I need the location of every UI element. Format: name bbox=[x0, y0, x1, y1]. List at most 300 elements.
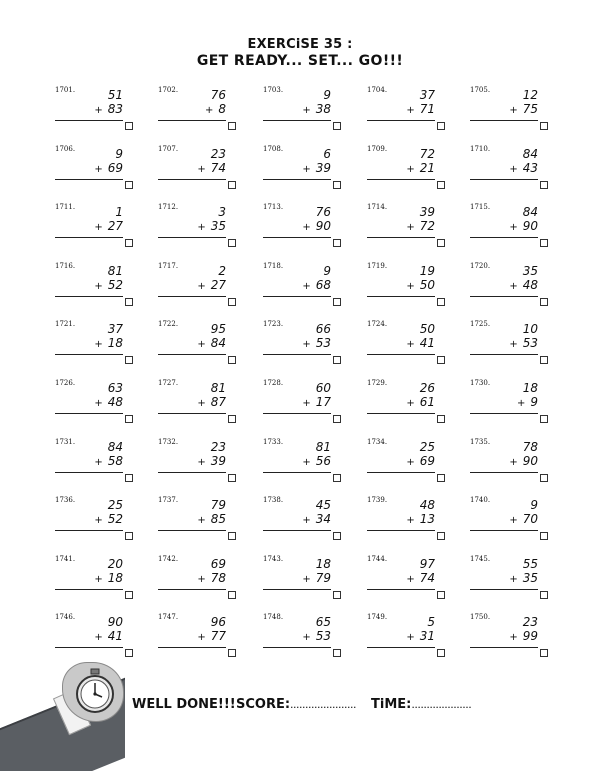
second-addend: 39 bbox=[315, 161, 331, 175]
problem-item bbox=[158, 320, 248, 368]
checkbox-icon[interactable] bbox=[437, 591, 445, 599]
problem-item bbox=[263, 145, 353, 193]
problem-number: 1704. bbox=[367, 86, 388, 94]
checkbox-icon[interactable] bbox=[333, 356, 341, 364]
problem-number: 1744. bbox=[367, 555, 388, 563]
second-addend-row bbox=[488, 336, 538, 350]
answer-line bbox=[55, 589, 123, 590]
checkbox-icon[interactable] bbox=[125, 181, 133, 189]
problem-number: 1709. bbox=[367, 145, 388, 153]
second-addend-row bbox=[73, 629, 123, 643]
second-addend: 52 bbox=[107, 512, 123, 526]
answer-line bbox=[158, 179, 226, 180]
first-addend: 9 bbox=[530, 498, 538, 512]
second-addend-row bbox=[488, 512, 538, 526]
second-addend-row bbox=[385, 336, 435, 350]
second-addend: 69 bbox=[419, 454, 435, 468]
checkbox-icon[interactable] bbox=[228, 415, 236, 423]
answer-line bbox=[263, 472, 331, 473]
second-addend-row bbox=[488, 629, 538, 643]
answer-line bbox=[55, 647, 123, 648]
first-addend: 78 bbox=[522, 440, 538, 454]
first-addend: 9 bbox=[115, 147, 123, 161]
second-addend: 69 bbox=[107, 161, 123, 175]
plus-operator: + bbox=[94, 515, 103, 526]
plus-operator: + bbox=[406, 574, 415, 585]
answer-line bbox=[263, 120, 331, 121]
problem-item bbox=[158, 379, 248, 427]
answer-line bbox=[55, 354, 123, 355]
plus-operator: + bbox=[197, 164, 206, 175]
plus-operator: + bbox=[302, 632, 311, 643]
second-addend: 74 bbox=[419, 571, 435, 585]
second-addend: 71 bbox=[419, 102, 435, 116]
problem-item bbox=[367, 555, 457, 603]
plus-operator: + bbox=[509, 457, 518, 468]
plus-operator: + bbox=[302, 105, 311, 116]
second-addend-row bbox=[73, 219, 123, 233]
plus-operator: + bbox=[509, 281, 518, 292]
answer-line bbox=[367, 530, 435, 531]
plus-operator: + bbox=[204, 105, 214, 116]
first-addend: 84 bbox=[107, 440, 123, 454]
checkbox-icon[interactable] bbox=[228, 298, 236, 306]
second-addend: 68 bbox=[315, 278, 331, 292]
problem-number: 1749. bbox=[367, 613, 388, 621]
first-addend: 20 bbox=[107, 557, 123, 571]
plus-operator: + bbox=[509, 339, 518, 350]
first-addend: 6 bbox=[323, 147, 331, 161]
second-addend: 56 bbox=[315, 454, 331, 468]
checkbox-icon[interactable] bbox=[437, 122, 445, 130]
answer-line bbox=[263, 413, 331, 414]
checkbox-icon[interactable] bbox=[228, 181, 236, 189]
problem-item bbox=[55, 320, 145, 368]
score-field[interactable] bbox=[236, 697, 356, 712]
second-addend-row bbox=[176, 629, 226, 643]
first-addend: 69 bbox=[210, 557, 226, 571]
second-addend: 34 bbox=[315, 512, 331, 526]
second-addend-row bbox=[176, 395, 226, 409]
second-addend-row bbox=[281, 102, 331, 116]
checkbox-icon[interactable] bbox=[540, 591, 548, 599]
problem-item bbox=[158, 86, 248, 134]
second-addend-row bbox=[385, 102, 435, 116]
plus-operator: + bbox=[509, 515, 518, 526]
second-addend: 53 bbox=[522, 336, 538, 350]
problem-number: 1728. bbox=[263, 379, 284, 387]
second-addend-row bbox=[73, 395, 123, 409]
plus-operator: + bbox=[94, 398, 103, 409]
checkbox-icon[interactable] bbox=[125, 122, 133, 130]
problem-item bbox=[367, 613, 457, 661]
checkbox-icon[interactable] bbox=[437, 532, 445, 540]
second-addend: 83 bbox=[107, 102, 123, 116]
first-addend: 72 bbox=[419, 147, 435, 161]
first-addend: 76 bbox=[315, 205, 331, 219]
problem-number: 1733. bbox=[263, 438, 284, 446]
second-addend: 35 bbox=[522, 571, 538, 585]
problem-item bbox=[263, 379, 353, 427]
problem-item bbox=[470, 203, 560, 251]
second-addend: 35 bbox=[210, 219, 226, 233]
second-addend-row bbox=[73, 102, 123, 116]
answer-line bbox=[470, 296, 538, 297]
problem-item bbox=[158, 555, 248, 603]
second-addend-row bbox=[176, 161, 226, 175]
second-addend: 27 bbox=[107, 219, 123, 233]
plus-operator: + bbox=[406, 222, 415, 233]
second-addend: 17 bbox=[315, 395, 331, 409]
checkbox-icon[interactable] bbox=[228, 532, 236, 540]
plus-operator: + bbox=[406, 457, 415, 468]
checkbox-icon[interactable] bbox=[333, 532, 341, 540]
problem-number: 1739. bbox=[367, 496, 388, 504]
checkbox-icon[interactable] bbox=[333, 181, 341, 189]
checkbox-icon[interactable] bbox=[540, 474, 548, 482]
second-addend: 52 bbox=[107, 278, 123, 292]
problem-number: 1724. bbox=[367, 320, 388, 328]
time-blank[interactable]: .................... bbox=[411, 698, 472, 711]
plus-operator: + bbox=[197, 281, 206, 292]
first-addend: 66 bbox=[315, 322, 331, 336]
problem-item bbox=[263, 555, 353, 603]
checkbox-icon[interactable] bbox=[437, 181, 445, 189]
second-addend-row bbox=[176, 336, 226, 350]
checkbox-icon[interactable] bbox=[125, 474, 133, 482]
plus-operator: + bbox=[302, 515, 311, 526]
problem-number: 1731. bbox=[55, 438, 76, 446]
problem-number: 1748. bbox=[263, 613, 284, 621]
problem-item bbox=[158, 438, 248, 486]
checkbox-icon[interactable] bbox=[228, 591, 236, 599]
checkbox-icon[interactable] bbox=[437, 415, 445, 423]
problem-number: 1721. bbox=[55, 320, 76, 328]
plus-operator: + bbox=[94, 105, 103, 116]
second-addend-row bbox=[73, 336, 123, 350]
checkbox-icon[interactable] bbox=[333, 298, 341, 306]
first-addend: 60 bbox=[315, 381, 331, 395]
plus-operator: + bbox=[302, 281, 311, 292]
problem-number: 1714. bbox=[367, 203, 388, 211]
first-addend: 9 bbox=[323, 88, 331, 102]
second-addend-row bbox=[385, 278, 435, 292]
first-addend: 23 bbox=[210, 440, 226, 454]
problem-item bbox=[158, 496, 248, 544]
problem-number: 1741. bbox=[55, 555, 76, 563]
problem-item bbox=[367, 203, 457, 251]
second-addend-row bbox=[385, 454, 435, 468]
problem-item bbox=[470, 438, 560, 486]
plus-operator: + bbox=[406, 632, 415, 643]
checkbox-icon[interactable] bbox=[125, 239, 133, 247]
problem-item bbox=[367, 145, 457, 193]
second-addend: 18 bbox=[107, 336, 123, 350]
second-addend: 53 bbox=[315, 336, 331, 350]
score-blank[interactable]: ...................... bbox=[290, 698, 356, 711]
problem-item bbox=[470, 496, 560, 544]
second-addend-row bbox=[73, 571, 123, 585]
first-addend: 76 bbox=[210, 88, 226, 102]
answer-line bbox=[367, 237, 435, 238]
checkbox-icon[interactable] bbox=[540, 649, 548, 657]
first-addend: 79 bbox=[210, 498, 226, 512]
plus-operator: + bbox=[509, 105, 518, 116]
problem-item bbox=[470, 262, 560, 310]
first-addend: 26 bbox=[419, 381, 435, 395]
problem-item bbox=[158, 262, 248, 310]
problem-item bbox=[263, 320, 353, 368]
second-addend-row bbox=[176, 571, 226, 585]
plus-operator: + bbox=[302, 398, 311, 409]
answer-line bbox=[470, 647, 538, 648]
problem-item bbox=[55, 438, 145, 486]
checkbox-icon[interactable] bbox=[125, 356, 133, 364]
first-addend: 12 bbox=[522, 88, 538, 102]
problem-number: 1711. bbox=[55, 203, 76, 211]
first-addend: 63 bbox=[107, 381, 123, 395]
checkbox-icon[interactable] bbox=[333, 122, 341, 130]
problem-number: 1715. bbox=[470, 203, 491, 211]
checkbox-icon[interactable] bbox=[540, 415, 548, 423]
first-addend: 23 bbox=[210, 147, 226, 161]
stopwatch-icon bbox=[72, 668, 118, 714]
second-addend: 27 bbox=[210, 278, 226, 292]
second-addend: 58 bbox=[107, 454, 123, 468]
checkbox-icon[interactable] bbox=[540, 181, 548, 189]
second-addend: 8 bbox=[218, 102, 226, 116]
checkbox-icon[interactable] bbox=[333, 591, 341, 599]
answer-line bbox=[158, 237, 226, 238]
checkbox-icon[interactable] bbox=[437, 356, 445, 364]
first-addend: 97 bbox=[419, 557, 435, 571]
answer-line bbox=[367, 647, 435, 648]
time-field[interactable] bbox=[371, 697, 471, 712]
problem-number: 1719. bbox=[367, 262, 388, 270]
second-addend: 74 bbox=[210, 161, 226, 175]
problem-number: 1726. bbox=[55, 379, 76, 387]
plus-operator: + bbox=[197, 515, 206, 526]
first-addend: 96 bbox=[210, 615, 226, 629]
second-addend-row bbox=[488, 219, 538, 233]
problem-number: 1705. bbox=[470, 86, 491, 94]
problem-item bbox=[470, 555, 560, 603]
problem-number: 1703. bbox=[263, 86, 284, 94]
second-addend: 77 bbox=[210, 629, 226, 643]
second-addend: 78 bbox=[210, 571, 226, 585]
problem-item bbox=[263, 203, 353, 251]
problem-number: 1708. bbox=[263, 145, 284, 153]
plus-operator: + bbox=[509, 222, 518, 233]
second-addend-row bbox=[488, 454, 538, 468]
second-addend-row bbox=[385, 219, 435, 233]
answer-line bbox=[470, 237, 538, 238]
second-addend: 99 bbox=[522, 629, 538, 643]
first-addend: 3 bbox=[218, 205, 226, 219]
problem-number: 1725. bbox=[470, 320, 491, 328]
first-addend: 39 bbox=[419, 205, 435, 219]
second-addend: 31 bbox=[419, 629, 435, 643]
first-addend: 95 bbox=[210, 322, 226, 336]
checkbox-icon[interactable] bbox=[437, 239, 445, 247]
checkbox-icon[interactable] bbox=[540, 298, 548, 306]
first-addend: 84 bbox=[522, 205, 538, 219]
first-addend: 84 bbox=[522, 147, 538, 161]
checkbox-icon[interactable] bbox=[437, 474, 445, 482]
problem-number: 1740. bbox=[470, 496, 491, 504]
checkbox-icon[interactable] bbox=[228, 649, 236, 657]
checkbox-icon[interactable] bbox=[333, 649, 341, 657]
problem-number: 1701. bbox=[55, 86, 76, 94]
second-addend: 50 bbox=[419, 278, 435, 292]
checkbox-icon[interactable] bbox=[125, 649, 133, 657]
second-addend-row bbox=[281, 336, 331, 350]
problem-item bbox=[55, 379, 145, 427]
second-addend-row bbox=[281, 395, 331, 409]
problem-item bbox=[158, 145, 248, 193]
plus-operator: + bbox=[94, 457, 103, 468]
problem-number: 1735. bbox=[470, 438, 491, 446]
problem-number: 1745. bbox=[470, 555, 491, 563]
first-addend: 90 bbox=[107, 615, 123, 629]
first-addend: 2 bbox=[218, 264, 226, 278]
checkbox-icon[interactable] bbox=[228, 122, 236, 130]
answer-line bbox=[55, 530, 123, 531]
time-label: TiME: bbox=[371, 697, 412, 712]
first-addend: 65 bbox=[315, 615, 331, 629]
second-addend: 61 bbox=[419, 395, 435, 409]
answer-line bbox=[263, 530, 331, 531]
problem-number: 1706. bbox=[55, 145, 76, 153]
second-addend: 43 bbox=[522, 161, 538, 175]
second-addend-row bbox=[281, 219, 331, 233]
checkbox-icon[interactable] bbox=[540, 239, 548, 247]
second-addend: 9 bbox=[530, 395, 538, 409]
second-addend-row bbox=[176, 278, 226, 292]
plus-operator: + bbox=[94, 574, 103, 585]
problem-item bbox=[470, 320, 560, 368]
second-addend-row bbox=[488, 102, 538, 116]
checkbox-icon[interactable] bbox=[540, 356, 548, 364]
checkbox-icon[interactable] bbox=[125, 415, 133, 423]
second-addend-row bbox=[488, 161, 538, 175]
second-addend: 48 bbox=[107, 395, 123, 409]
problem-number: 1732. bbox=[158, 438, 179, 446]
plus-operator: + bbox=[302, 574, 311, 585]
problem-item bbox=[263, 438, 353, 486]
first-addend: 18 bbox=[522, 381, 538, 395]
plus-operator: + bbox=[516, 398, 526, 409]
second-addend-row bbox=[73, 278, 123, 292]
first-addend: 23 bbox=[522, 615, 538, 629]
plus-operator: + bbox=[302, 164, 311, 175]
plus-operator: + bbox=[302, 222, 311, 233]
first-addend: 10 bbox=[522, 322, 538, 336]
second-addend-row bbox=[281, 571, 331, 585]
checkbox-icon[interactable] bbox=[228, 239, 236, 247]
problem-item bbox=[55, 613, 145, 661]
second-addend-row bbox=[281, 278, 331, 292]
second-addend: 39 bbox=[210, 454, 226, 468]
exercise-title: EXERCiSE 35 : bbox=[247, 37, 353, 52]
second-addend-row bbox=[176, 102, 226, 116]
checkbox-icon[interactable] bbox=[228, 356, 236, 364]
problem-item bbox=[263, 496, 353, 544]
checkbox-icon[interactable] bbox=[333, 239, 341, 247]
checkbox-icon[interactable] bbox=[437, 298, 445, 306]
second-addend-row bbox=[176, 454, 226, 468]
answer-line bbox=[263, 647, 331, 648]
plus-operator: + bbox=[509, 632, 518, 643]
checkbox-icon[interactable] bbox=[125, 532, 133, 540]
answer-line bbox=[263, 237, 331, 238]
first-addend: 50 bbox=[419, 322, 435, 336]
checkbox-icon[interactable] bbox=[333, 474, 341, 482]
checkbox-icon[interactable] bbox=[125, 591, 133, 599]
problem-number: 1712. bbox=[158, 203, 179, 211]
first-addend: 1 bbox=[115, 205, 123, 219]
problem-item bbox=[263, 86, 353, 134]
plus-operator: + bbox=[197, 222, 206, 233]
problem-item bbox=[367, 262, 457, 310]
answer-line bbox=[158, 120, 226, 121]
problem-number: 1722. bbox=[158, 320, 179, 328]
checkbox-icon[interactable] bbox=[333, 415, 341, 423]
answer-line bbox=[263, 354, 331, 355]
second-addend: 70 bbox=[522, 512, 538, 526]
problem-number: 1742. bbox=[158, 555, 179, 563]
second-addend: 48 bbox=[522, 278, 538, 292]
problem-number: 1729. bbox=[367, 379, 388, 387]
problem-item bbox=[158, 613, 248, 661]
problem-number: 1738. bbox=[263, 496, 284, 504]
first-addend: 48 bbox=[419, 498, 435, 512]
problem-item bbox=[470, 379, 560, 427]
second-addend-row bbox=[73, 161, 123, 175]
second-addend: 41 bbox=[107, 629, 123, 643]
plus-operator: + bbox=[302, 339, 311, 350]
checkbox-icon[interactable] bbox=[125, 298, 133, 306]
second-addend-row bbox=[385, 395, 435, 409]
checkbox-icon[interactable] bbox=[540, 532, 548, 540]
second-addend: 90 bbox=[522, 454, 538, 468]
answer-line bbox=[470, 120, 538, 121]
answer-line bbox=[367, 120, 435, 121]
problem-number: 1730. bbox=[470, 379, 491, 387]
checkbox-icon[interactable] bbox=[437, 649, 445, 657]
second-addend: 84 bbox=[210, 336, 226, 350]
problem-number: 1716. bbox=[55, 262, 76, 270]
problem-number: 1737. bbox=[158, 496, 179, 504]
plus-operator: + bbox=[94, 281, 103, 292]
second-addend: 85 bbox=[210, 512, 226, 526]
checkbox-icon[interactable] bbox=[228, 474, 236, 482]
checkbox-icon[interactable] bbox=[540, 122, 548, 130]
answer-line bbox=[55, 413, 123, 414]
plus-operator: + bbox=[509, 164, 518, 175]
plus-operator: + bbox=[406, 105, 415, 116]
answer-line bbox=[158, 589, 226, 590]
answer-line bbox=[263, 589, 331, 590]
second-addend-row bbox=[281, 629, 331, 643]
problem-number: 1702. bbox=[158, 86, 179, 94]
plus-operator: + bbox=[406, 398, 415, 409]
second-addend: 90 bbox=[315, 219, 331, 233]
answer-line bbox=[470, 472, 538, 473]
plus-operator: + bbox=[406, 281, 415, 292]
second-addend: 53 bbox=[315, 629, 331, 643]
second-addend-row bbox=[488, 395, 538, 409]
